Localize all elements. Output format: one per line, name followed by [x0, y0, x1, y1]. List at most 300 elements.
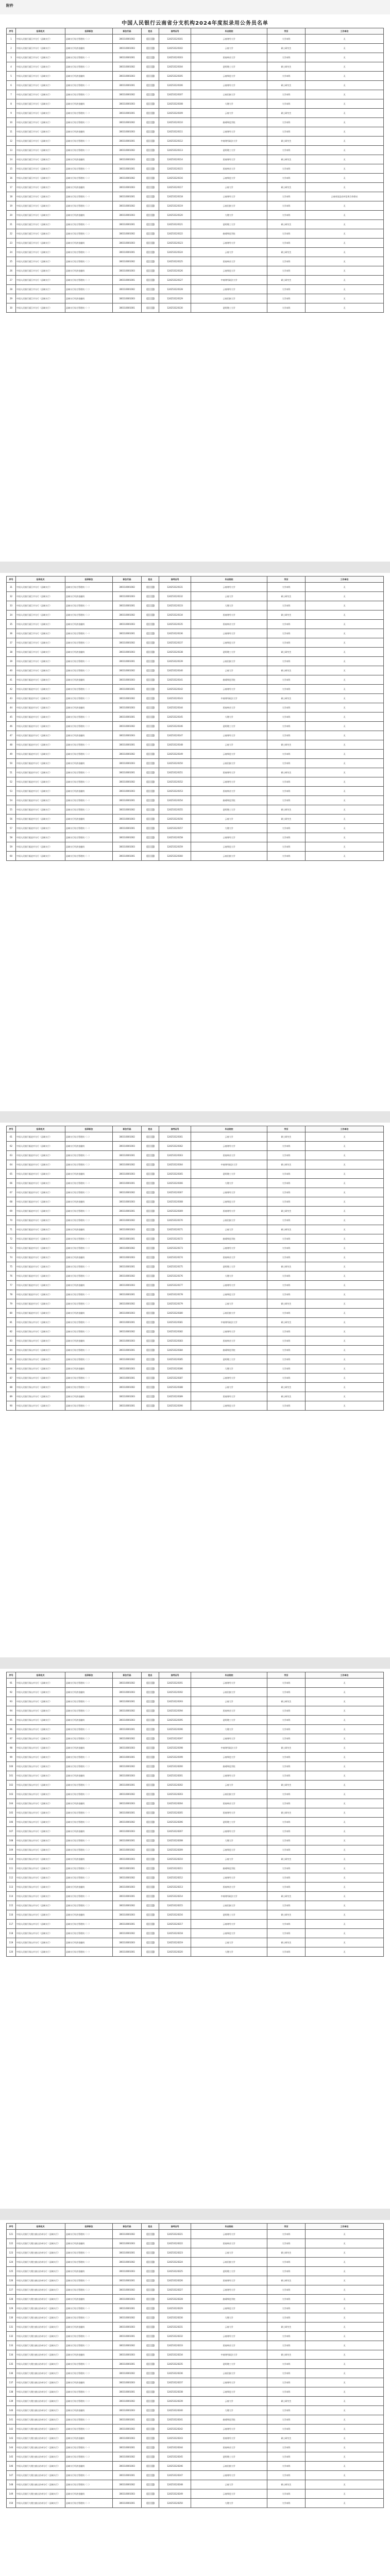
cell-index: 64	[7, 1160, 16, 1170]
cell-school: 昆明理工大学	[191, 62, 267, 72]
cell-agency: 中国人民银行丽江市分行（县域支行）	[16, 81, 65, 90]
cell-position-code: 300110001002	[113, 2341, 142, 2350]
cell-exam-number: 124253120108	[159, 99, 191, 109]
cell-agency: 中国人民银行保山市分行（县域支行）	[16, 1938, 65, 1947]
cell-agency: 中国人民银行大理白族自治州分行（县域支行）	[16, 2471, 65, 2480]
cell-exam-number: 124253120203	[159, 1790, 191, 1799]
cell-agency: 中国人民银行保山市分行（县域支行）	[16, 1697, 65, 1706]
cell-index: 81	[7, 1318, 16, 1327]
cell-position-code: 300110001003	[113, 2323, 142, 2332]
cell-school: 大理大学	[191, 2406, 267, 2415]
cell-exam-number: 124253120137	[159, 638, 191, 648]
cell-workplace: 无	[306, 722, 384, 731]
cell-name	[142, 1197, 159, 1207]
table-row	[7, 2341, 384, 2350]
cell-exam-number: 124253120218	[159, 1929, 191, 1938]
cell-agency: 中国人民银行大理白族自治州分行（县域支行）	[16, 2230, 65, 2239]
cell-education: 大学本科	[267, 2452, 306, 2462]
column-header: 序号	[7, 577, 16, 583]
table-row	[7, 824, 384, 833]
cell-education: 大学本科	[267, 1929, 306, 1938]
cell-school: 云南民族大学	[191, 2369, 267, 2378]
cell-school: 云南民族大学	[191, 759, 267, 768]
cell-position-code: 300110001001	[113, 2415, 142, 2425]
cell-exam-number: 124253120181	[159, 1318, 191, 1327]
cell-education: 硕士研究生	[267, 183, 306, 192]
table-row	[7, 1864, 384, 1873]
cell-school: 昆明理工大学	[191, 303, 267, 313]
cell-school: 大理大学	[191, 601, 267, 611]
redacted-name	[146, 1154, 155, 1157]
cell-name	[142, 703, 159, 713]
cell-name	[142, 1781, 159, 1790]
cell-name	[142, 90, 159, 99]
cell-workplace: 无	[306, 2323, 384, 2332]
table-row	[7, 229, 384, 239]
cell-school: 西南林业大学	[191, 787, 267, 796]
cell-workplace: 无	[306, 1160, 384, 1170]
cell-position: 县域支行综合管理岗（二）	[65, 638, 113, 648]
redacted-name	[146, 1858, 155, 1860]
cell-exam-number: 124253120144	[159, 703, 191, 713]
table-row	[7, 777, 384, 787]
cell-education: 硕士研究生	[267, 768, 306, 777]
cell-agency: 中国人民银行大理白族自治州分行（县域支行）	[16, 2313, 65, 2323]
cell-workplace: 无	[306, 2425, 384, 2434]
cell-exam-number: 124253120222	[159, 2239, 191, 2248]
column-header: 工作单位	[306, 577, 384, 583]
cell-exam-number: 124253120145	[159, 713, 191, 722]
candidate-table	[6, 1672, 384, 1957]
cell-name	[142, 220, 159, 229]
redacted-name	[146, 1136, 155, 1138]
candidate-table	[6, 28, 384, 313]
cell-exam-number: 124253120161	[159, 1132, 191, 1142]
cell-workplace: 无	[306, 53, 384, 62]
redacted-name	[146, 1923, 155, 1925]
cell-name	[142, 2313, 159, 2323]
cell-name	[142, 294, 159, 303]
cell-agency: 中国人民银行保山市分行（县域支行）	[16, 1790, 65, 1799]
cell-agency: 中国人民银行临沧市分行（县域支行）	[16, 796, 65, 805]
cell-exam-number: 124253120230	[159, 2313, 191, 2323]
table-row	[7, 192, 384, 201]
cell-exam-number: 124253120168	[159, 1197, 191, 1207]
column-header: 序号	[7, 2224, 16, 2230]
cell-education: 大学本科	[267, 1234, 306, 1244]
redacted-name	[146, 130, 155, 133]
cell-exam-number: 124253120227	[159, 2285, 191, 2295]
table-row	[7, 1318, 384, 1327]
cell-agency: 中国人民银行保山市分行（县域支行）	[16, 1364, 65, 1374]
cell-agency: 中国人民银行临沧市分行（县域支行）	[16, 1244, 65, 1253]
cell-position-code: 300110001003	[113, 1392, 142, 1401]
cell-position-code: 300110001001	[113, 137, 142, 146]
cell-index: 12	[7, 137, 16, 146]
cell-agency: 中国人民银行临沧市分行（县域支行）	[16, 759, 65, 768]
table-row	[7, 685, 384, 694]
cell-education: 硕士研究生	[267, 2276, 306, 2285]
cell-index: 44	[7, 703, 16, 713]
column-header: 职位代码	[113, 1126, 142, 1132]
cell-agency: 中国人民银行丽江市分行（县域支行）	[16, 294, 65, 303]
column-header: 招录职位	[65, 28, 113, 35]
table-row	[7, 285, 384, 294]
cell-school: 云南师范大学	[191, 1845, 267, 1855]
cell-position-code: 300110001003	[113, 1197, 142, 1207]
cell-name	[142, 777, 159, 787]
cell-position-code: 300110001001	[113, 2387, 142, 2397]
cell-index: 34	[7, 611, 16, 620]
cell-name	[142, 1132, 159, 1142]
cell-school: 昆明理工大学	[191, 805, 267, 815]
cell-position: 县域支行综合管理岗（一）	[65, 1836, 113, 1845]
cell-index: 93	[7, 1697, 16, 1706]
cell-agency: 中国人民银行临沧市分行（县域支行）	[16, 824, 65, 833]
cell-position: 县域支行经济金融岗	[65, 1170, 113, 1179]
table-row	[7, 648, 384, 657]
cell-exam-number: 124253120247	[159, 2471, 191, 2480]
cell-exam-number: 124253120240	[159, 2406, 191, 2415]
cell-workplace: 无	[306, 90, 384, 99]
cell-position-code: 300110001003	[113, 1743, 142, 1753]
cell-name	[142, 99, 159, 109]
cell-index: 28	[7, 285, 16, 294]
cell-workplace: 无	[306, 1892, 384, 1901]
cell-index: 122	[7, 2239, 16, 2248]
cell-position-code: 300110001002	[113, 1327, 142, 1336]
cell-education: 大学本科	[267, 2285, 306, 2295]
cell-name	[142, 629, 159, 638]
cell-position: 县域支行综合管理岗（一）	[65, 164, 113, 174]
cell-index: 32	[7, 592, 16, 601]
redacted-name	[146, 297, 155, 300]
cell-school: 云南财经大学	[191, 629, 267, 638]
cell-workplace: 无	[306, 2267, 384, 2276]
cell-index: 116	[7, 1910, 16, 1920]
cell-workplace: 无	[306, 1771, 384, 1781]
cell-position-code: 300110001002	[113, 2258, 142, 2267]
cell-education: 大学本科	[267, 1845, 306, 1855]
cell-school: 云南大学	[191, 2248, 267, 2258]
redacted-name	[146, 1200, 155, 1203]
cell-school: 云南大学	[191, 2397, 267, 2406]
cell-index: 71	[7, 1225, 16, 1234]
cell-agency: 中国人民银行临沧市分行（县域支行）	[16, 787, 65, 796]
redacted-name	[146, 2270, 155, 2273]
cell-school: 云南师范大学	[191, 750, 267, 759]
cell-name	[142, 183, 159, 192]
cell-school: 西南财经大学	[191, 2276, 267, 2285]
cell-workplace: 无	[306, 777, 384, 787]
cell-agency: 中国人民银行大理白族自治州分行（县域支行）	[16, 2480, 65, 2489]
redacted-name	[146, 223, 155, 226]
cell-workplace: 无	[306, 2443, 384, 2452]
table-row	[7, 2350, 384, 2360]
cell-position-code: 300110001002	[113, 1734, 142, 1743]
table-row	[7, 1771, 384, 1781]
cell-education: 硕士研究生	[267, 1160, 306, 1170]
cell-position: 县域支行综合管理岗（一）	[65, 1346, 113, 1355]
cell-workplace: 无	[306, 72, 384, 81]
cell-index: 7	[7, 90, 16, 99]
cell-position: 县域支行综合管理岗（二）	[65, 722, 113, 731]
cell-index: 103	[7, 1790, 16, 1799]
cell-school: 西南林业大学	[191, 2239, 267, 2248]
cell-index: 59	[7, 842, 16, 852]
cell-agency: 中国人民银行大理白族自治州分行（县域支行）	[16, 2332, 65, 2341]
cell-index: 129	[7, 2304, 16, 2313]
cell-index: 136	[7, 2369, 16, 2378]
cell-education: 硕士研究生	[267, 1910, 306, 1920]
redacted-name	[146, 595, 155, 598]
cell-agency: 中国人民银行临沧市分行（县域支行）	[16, 1299, 65, 1309]
cell-position: 县域支行经济金融岗	[65, 731, 113, 740]
cell-exam-number: 124253120124	[159, 248, 191, 257]
cell-exam-number: 124253120208	[159, 1836, 191, 1845]
cell-exam-number: 124253120215	[159, 1901, 191, 1910]
cell-index: 8	[7, 99, 16, 109]
top-bar	[0, 0, 390, 14]
cell-name	[142, 759, 159, 768]
cell-position: 县域支行综合管理岗（二）	[65, 666, 113, 675]
cell-workplace: 无	[306, 2480, 384, 2489]
cell-index: 20	[7, 211, 16, 220]
cell-name	[142, 2323, 159, 2332]
cell-education: 大学本科	[267, 1281, 306, 1290]
cell-position: 县域支行综合管理岗（一）	[65, 2248, 113, 2258]
cell-index: 144	[7, 2443, 16, 2452]
cell-workplace: 无	[306, 81, 384, 90]
cell-education: 大学本科	[267, 675, 306, 685]
redacted-name	[146, 2353, 155, 2356]
document-title: 中国人民银行云南省分支机构2024年度拟录用公务员名单	[122, 21, 268, 26]
cell-position-code: 300110001003	[113, 1771, 142, 1781]
cell-agency: 中国人民银行丽江市分行（县域支行）	[16, 276, 65, 285]
cell-exam-number: 124253120164	[159, 1160, 191, 1170]
cell-position-code: 300110001003	[113, 294, 142, 303]
redacted-name	[146, 1941, 155, 1944]
cell-agency: 中国人民银行丽江市分行（县域支行）	[16, 611, 65, 620]
cell-workplace: 无	[306, 1762, 384, 1771]
cell-name	[142, 1910, 159, 1920]
redacted-name	[146, 2483, 155, 2486]
cell-workplace: 无	[306, 852, 384, 861]
cell-position-code: 300110001003	[113, 2350, 142, 2360]
cell-name	[142, 1845, 159, 1855]
table-row	[7, 1170, 384, 1179]
cell-position-code: 300110001002	[113, 1216, 142, 1225]
cell-index: 92	[7, 1688, 16, 1697]
cell-workplace: 无	[306, 2471, 384, 2480]
cell-position: 县域支行综合管理岗（二）	[65, 174, 113, 183]
cell-school: 云南师范大学	[191, 2304, 267, 2313]
cell-school: 云南师范大学	[191, 2489, 267, 2499]
cell-exam-number: 124253120119	[159, 201, 191, 211]
redacted-name	[146, 679, 155, 681]
cell-position-code: 300110001003	[113, 127, 142, 137]
table-row	[7, 155, 384, 164]
cell-position: 县域支行综合管理岗（一）	[65, 1753, 113, 1762]
cell-exam-number: 124253120127	[159, 276, 191, 285]
column-header: 工作单位	[306, 2224, 384, 2230]
cell-education: 大学本科	[267, 127, 306, 137]
cell-index: 109	[7, 1845, 16, 1855]
cell-workplace: 无	[306, 174, 384, 183]
cell-position: 县域支行综合管理岗（一）	[65, 1920, 113, 1929]
cell-education: 大学本科	[267, 842, 306, 852]
cell-school: 云南大学	[191, 2323, 267, 2332]
cell-education: 硕士研究生	[267, 694, 306, 703]
cell-name	[142, 1938, 159, 1947]
cell-index: 101	[7, 1771, 16, 1781]
cell-workplace: 无	[306, 1901, 384, 1910]
redacted-name	[146, 177, 155, 179]
redacted-name	[146, 2242, 155, 2245]
cell-index: 110	[7, 1855, 16, 1864]
cell-workplace: 无	[306, 1299, 384, 1309]
cell-workplace: 无	[306, 2304, 384, 2313]
cell-position-code: 300110001002	[113, 2397, 142, 2406]
cell-position-code: 300110001003	[113, 1309, 142, 1318]
redacted-name	[146, 1682, 155, 1684]
redacted-name	[146, 1228, 155, 1231]
cell-agency: 中国人民银行丽江市分行（县域支行）	[16, 239, 65, 248]
table-row	[7, 2267, 384, 2276]
cell-exam-number: 124253120107	[159, 90, 191, 99]
cell-education: 硕士研究生	[267, 1262, 306, 1272]
cell-school: 云南师范大学	[191, 72, 267, 81]
table-row	[7, 35, 384, 44]
cell-position: 县域支行经济金融岗	[65, 2350, 113, 2360]
cell-index: 111	[7, 1864, 16, 1873]
cell-workplace: 无	[306, 796, 384, 805]
cell-agency: 中国人民银行临沧市分行（县域支行）	[16, 805, 65, 815]
table-row	[7, 2304, 384, 2313]
column-header: 毕业院校	[191, 28, 267, 35]
cell-position: 县域支行经济金融岗	[65, 2323, 113, 2332]
cell-school: 西南财经大学	[191, 768, 267, 777]
redacted-name	[146, 827, 155, 829]
cell-index: 55	[7, 805, 16, 815]
cell-agency: 中国人民银行临沧市分行（县域支行）	[16, 1132, 65, 1142]
table-row	[7, 174, 384, 183]
cell-position-code: 300110001003	[113, 1336, 142, 1346]
cell-name	[142, 155, 159, 164]
cell-position: 县域支行综合管理岗（二）	[65, 1327, 113, 1336]
cell-education: 大学本科	[267, 146, 306, 155]
cell-name	[142, 731, 159, 740]
table-row	[7, 1355, 384, 1364]
cell-workplace: 无	[306, 1225, 384, 1234]
cell-position-code: 300110001001	[113, 657, 142, 666]
redacted-name	[146, 1404, 155, 1407]
cell-agency: 中国人民银行临沧市分行（县域支行）	[16, 740, 65, 750]
cell-index: 9	[7, 109, 16, 118]
cell-position-code: 300110001001	[113, 1836, 142, 1845]
cell-school: 昆明理工大学	[191, 1262, 267, 1272]
cell-exam-number: 124253120213	[159, 1883, 191, 1892]
cell-agency: 中国人民银行丽江市分行（县域支行）	[16, 62, 65, 72]
cell-education: 硕士研究生	[267, 815, 306, 824]
table-row	[7, 675, 384, 685]
cell-position-code: 300110001002	[113, 1188, 142, 1197]
cell-school: 云南师范大学	[191, 2387, 267, 2397]
cell-position: 县域支行综合管理岗（一）	[65, 137, 113, 146]
cell-school: 西南林业大学	[191, 1336, 267, 1346]
cell-exam-number: 124253120176	[159, 1272, 191, 1281]
cell-name	[142, 2480, 159, 2489]
cell-agency: 中国人民银行大理白族自治州分行（县域支行）	[16, 2369, 65, 2378]
cell-workplace: 无	[306, 666, 384, 675]
cell-exam-number: 124253120149	[159, 750, 191, 759]
cell-school: 云南财经大学	[191, 1734, 267, 1743]
cell-agency: 中国人民银行保山市分行（县域支行）	[16, 1883, 65, 1892]
cell-position-code: 300110001001	[113, 2332, 142, 2341]
redacted-name	[146, 1876, 155, 1879]
cell-name	[142, 248, 159, 257]
cell-position: 县域支行经济金融岗	[65, 239, 113, 248]
cell-index: 123	[7, 2248, 16, 2258]
cell-school: 西南林业大学	[191, 1883, 267, 1892]
cell-index: 4	[7, 62, 16, 72]
cell-education: 大学本科	[267, 1188, 306, 1197]
cell-agency: 中国人民银行临沧市分行（县域支行）	[16, 1197, 65, 1207]
cell-workplace: 无	[306, 833, 384, 842]
column-header: 学历	[267, 2224, 306, 2230]
cell-education: 大学本科	[267, 1827, 306, 1836]
cell-position: 县域支行经济金融岗	[65, 1938, 113, 1947]
cell-education: 硕士研究生	[267, 248, 306, 257]
cell-workplace: 无	[306, 620, 384, 629]
cell-position-code: 300110001003	[113, 759, 142, 768]
cell-agency: 中国人民银行临沧市分行（县域支行）	[16, 722, 65, 731]
cell-position: 县域支行综合管理岗（一）	[65, 824, 113, 833]
cell-position: 县域支行经济金融岗	[65, 1743, 113, 1753]
cell-school: 云南民族大学	[191, 2258, 267, 2267]
cell-exam-number: 124253120202	[159, 1781, 191, 1790]
cell-workplace: 无	[306, 740, 384, 750]
column-header: 姓名	[142, 1672, 159, 1679]
cell-school: 云南大学	[191, 183, 267, 192]
cell-position-code: 300110001001	[113, 2276, 142, 2285]
cell-position-code: 300110001002	[113, 118, 142, 127]
cell-position: 县域支行经济金融岗	[65, 1197, 113, 1207]
cell-name	[142, 257, 159, 266]
redacted-name	[146, 103, 155, 105]
cell-exam-number: 124253120131	[159, 583, 191, 592]
cell-school: 云南师范大学	[191, 1401, 267, 1411]
table-row	[7, 266, 384, 276]
cell-exam-number: 124253120140	[159, 666, 191, 675]
cell-education: 大学本科	[267, 601, 306, 611]
cell-school: 云南财经大学	[191, 1873, 267, 1883]
cell-school: 大理大学	[191, 1272, 267, 1281]
redacted-name	[146, 632, 155, 635]
cell-education: 大学本科	[267, 1309, 306, 1318]
cell-index: 147	[7, 2471, 16, 2480]
table-row	[7, 657, 384, 666]
table-row	[7, 750, 384, 759]
cell-index: 120	[7, 1947, 16, 1957]
cell-education: 硕士研究生	[267, 81, 306, 90]
cell-position-code: 300110001002	[113, 1790, 142, 1799]
cell-exam-number: 124253120106	[159, 81, 191, 90]
cell-position-code: 300110001001	[113, 1401, 142, 1411]
cell-position: 县域支行综合管理岗（二）	[65, 1845, 113, 1855]
cell-education: 大学本科	[267, 703, 306, 713]
cell-workplace: 无	[306, 137, 384, 146]
